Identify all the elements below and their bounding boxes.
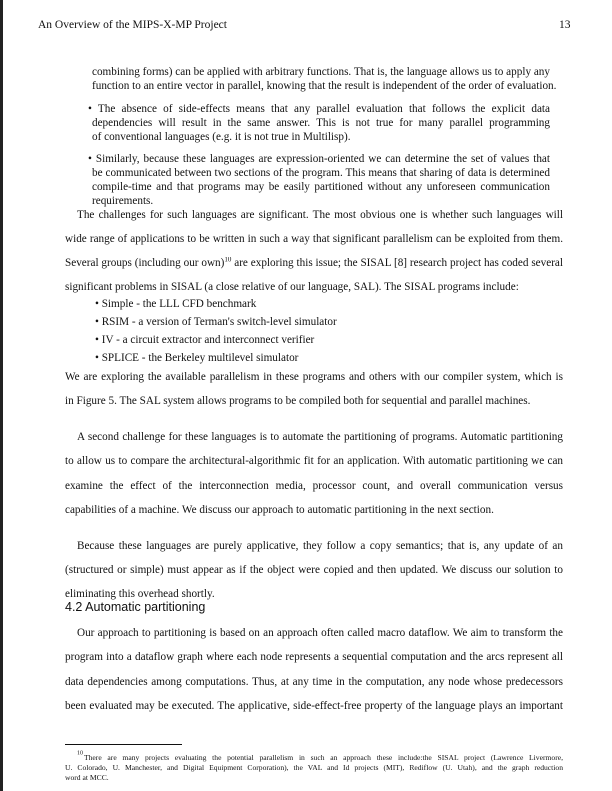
- body-text-line: data dependencies among computations. Thus, at any time in the computation, any node whose predecessors: [65, 676, 563, 688]
- body-text-line: to allow us to compare the architectural-algorithmic fit for an application. With automatic partitioning we can: [65, 455, 563, 467]
- body-text-line: The challenges for such languages are significant. The most obvious one is whether such languages will: [77, 209, 563, 221]
- body-text-line: been evaluated may be executed. The applicative, side-effect-free property of the language plays an important: [65, 700, 563, 712]
- body-text-line: Our approach to partitioning is based on an approach often called macro dataflow. We aim to transform the: [77, 627, 563, 639]
- bullet-item-line: compile-time and that programs may be easily partitioned without any unforeseen communication: [92, 181, 550, 193]
- body-text-line: (structured or simple) must appear as if the object were copied and then updated. We discuss our solution to: [65, 564, 563, 576]
- program-list-item: • SPLICE - the Berkeley multilevel simulator: [95, 352, 299, 364]
- body-text-line: A second challenge for these languages is to automate the partitioning of programs. Automatic partitioning: [77, 431, 563, 443]
- bullet-continuation-line: function to an entire vector in parallel, knowing that the result is independent of the order of evaluation.: [92, 80, 557, 92]
- bullet-item-line: of conventional languages (e.g. it is not true in Multilisp).: [92, 131, 351, 143]
- body-text-line: eliminating this overhead shortly.: [65, 588, 215, 600]
- section-heading: 4.2 Automatic partitioning: [65, 600, 206, 614]
- body-text-line: capabilities of a machine. We discuss our approach to automatic partitioning in the next section.: [65, 504, 494, 516]
- program-list-item: • IV - a circuit extractor and interconnect verifier: [95, 334, 315, 346]
- footnote-mark: [77, 751, 83, 761]
- body-text-line: significant problems in SISAL (a close relative of our language, SAL). The SISAL programs include:: [65, 281, 519, 293]
- footnote-number: 10: [77, 750, 83, 757]
- bullet-item-line: • Similarly, because these languages are expression-oriented we can determine the set of values that: [88, 153, 550, 165]
- footnote-line: There are many projects evaluating the potential parallelism in such an approach these include:the SISAL project (Lawrence Livermore,: [84, 753, 563, 762]
- body-text-line: wide range of applications to be written in such a way that significant parallelism can be exploited from them.: [65, 233, 563, 245]
- running-header-title: An Overview of the MIPS-X-MP Project: [38, 19, 227, 31]
- footnote-rule: [65, 744, 182, 745]
- text: Several groups (including our own): [65, 257, 225, 269]
- bullet-item-line: dependencies will result in the same answer. This is not true for many parallel programming: [92, 117, 550, 129]
- footnote-line: word at MCC.: [65, 773, 109, 782]
- body-text-line: examine the effect of the interconnection media, processor count, and overall communication versus: [65, 480, 563, 492]
- body-text-line: We are exploring the available parallelism in these programs and others with our compiler system, which is: [65, 371, 563, 383]
- program-list-item: • Simple - the LLL CFD benchmark: [95, 298, 257, 310]
- bullet-item-line: requirements.: [92, 195, 154, 207]
- body-text-line: Because these languages are purely applicative, they follow a copy semantics; that is, any update of an: [77, 540, 563, 552]
- body-text-line: in Figure 5. The SAL system allows programs to be compiled both for sequential and parallel machines.: [65, 395, 531, 407]
- bullet-continuation-line: combining forms) can be applied with arbitrary functions. That is, the language allows us to apply any: [92, 66, 550, 78]
- footnote-reference: 10: [224, 257, 232, 264]
- bullet-item-line: be communicated between two sections of the program. This means that sharing of data is determined: [92, 167, 550, 179]
- footnote-line: U. Colorado, U. Manchester, and Digital Equipment Corporation), the VAL and Id projects (MIT), Rediflow (U. Utah), and the graph reduction: [65, 763, 563, 772]
- text: are exploring this issue; the SISAL [8] research project has coded several: [231, 257, 563, 269]
- body-text-line: program into a dataflow graph where each node represents a sequential computation and the arcs represent all: [65, 651, 563, 663]
- page-number: 13: [559, 19, 571, 31]
- program-list-item: • RSIM - a version of Terman's switch-level simulator: [95, 316, 337, 328]
- bullet-item-line: • The absence of side-effects means that any parallel evaluation that follows the explicit data: [88, 103, 550, 115]
- body-text-line: [65, 257, 563, 270]
